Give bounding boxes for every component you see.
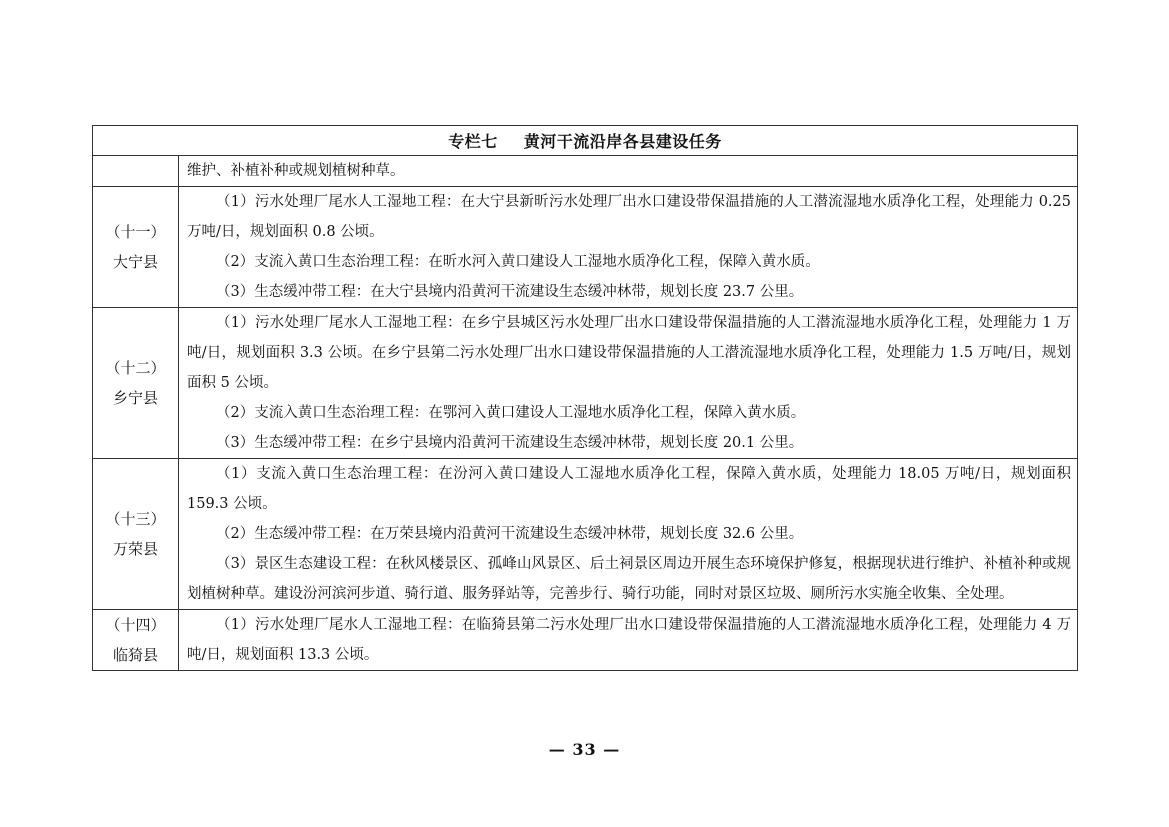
column-title: 黄河干流沿岸各县建设任务 [523,132,722,151]
construction-task-table [92,125,1078,671]
table-title-row [93,126,1078,156]
county-cell [93,187,179,308]
task-item: （3）生态缓冲带工程：在乡宁县境内沿黄河干流建设生态缓冲林带，规划长度 20.1 公里。 [216,435,804,451]
county-index: （十三） [105,510,166,528]
county-index: （十一） [105,223,166,241]
task-content-cell [179,308,1078,459]
county-cell-empty [93,156,179,187]
table-row-daning [93,187,1078,308]
task-item: （1）污水处理厂尾水人工湿地工程：在大宁县新昕污水处理厂出水口建设带保温措施的人工潜流湿地水质净化工程，处理能力 0.25 万吨/日，规划面积 0.8 公顷。 [187,194,1071,240]
task-content-cell [179,610,1078,671]
county-name: 万荣县 [112,540,158,558]
task-item: （1）支流入黄口生态治理工程：在汾河入黄口建设人工湿地水质净化工程，保障入黄水质，处理能力 18.05 万吨/日，规划面积 159.3 公顷。 [187,466,1071,512]
table-row-wanrong [93,459,1078,610]
county-name: 大宁县 [112,253,158,271]
table-row-linyi [93,610,1078,671]
task-item: （2）支流入黄口生态治理工程：在鄂河入黄口建设人工湿地水质净化工程，保障入黄水质。 [216,405,806,421]
county-name: 乡宁县 [112,389,158,407]
county-index: （十二） [105,359,166,377]
task-item: （2）生态缓冲带工程：在万荣县境内沿黄河干流建设生态缓冲林带，规划长度 32.6 公里。 [216,526,804,542]
column-label: 专栏七 [448,132,498,151]
continued-row [93,156,1078,187]
task-content-cell [179,187,1078,308]
county-cell [93,459,179,610]
county-cell [93,308,179,459]
task-item: （2）支流入黄口生态治理工程：在昕水河入黄口建设人工湿地水质净化工程，保障入黄水质。 [216,254,820,270]
task-item: （1）污水处理厂尾水人工湿地工程：在临猗县第二污水处理厂出水口建设带保温措施的人工潜流湿地水质净化工程，处理能力 4 万吨/日，规划面积 13.3 公顷。 [187,617,1071,663]
task-item: （3）生态缓冲带工程：在大宁县境内沿黄河干流建设生态缓冲林带，规划长度 23.7 公里。 [216,284,804,300]
county-index: （十四） [105,616,166,634]
page-number: — 33 — [548,740,621,759]
task-content-cell [179,459,1078,610]
task-item: （3）景区生态建设工程：在秋风楼景区、孤峰山风景区、后土祠景区周边开展生态环境保护修复，根据现状进行维护、补植补种或规划植树种草。建设汾河滨河步道、骑行道、服务驿站等，完善步行、骑行功能，同时对景区垃圾、厕所污水实施全收集、全处理。 [187,556,1071,602]
county-cell [93,610,179,671]
table-title [93,126,1078,156]
county-name: 临猗县 [112,646,158,664]
task-item: （1）污水处理厂尾水人工湿地工程：在乡宁县城区污水处理厂出水口建设带保温措施的人工潜流湿地水质净化工程，处理能力 1 万吨/日，规划面积 3.3 公顷。在乡宁县第二污水处理厂出水口建设带保温措施的人工潜流湿地水质净化工程，处理能力 1.5 万吨/日，规划面积 5 公顷。 [187,315,1071,391]
table-row-xiangning [93,308,1078,459]
continued-content-cell [179,156,1078,187]
continued-text: 维护、补植补种或规划植树种草。 [187,163,405,179]
